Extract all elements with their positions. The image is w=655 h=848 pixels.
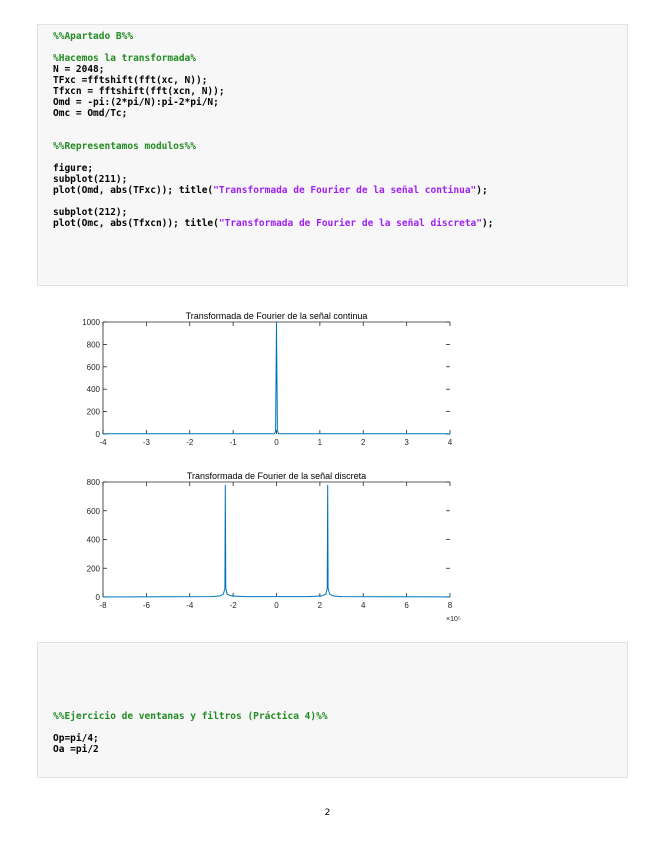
x-tick-label: 8: [447, 601, 453, 610]
y-tick-label: 200: [86, 407, 100, 417]
code-line: [53, 218, 627, 229]
code-text: Op=pi/4;: [53, 733, 99, 744]
chart-title: Transformada de Fourier de la señal discreta: [186, 471, 367, 481]
plot-area: [103, 482, 450, 597]
code-text: TFxc =fftshift(fft(xc, N));: [53, 75, 208, 86]
y-tick-label: 800: [86, 340, 100, 350]
code-line: [53, 97, 627, 108]
code-text: Tfxcn = fftshift(fft(xcn, N));: [53, 86, 225, 97]
code-text: subplot(211);: [53, 174, 128, 185]
code-text: figure;: [53, 163, 94, 174]
code-text: plot(Omd, abs(TFxc)); title(: [53, 185, 214, 196]
x-tick-label: 6: [404, 601, 409, 610]
chart-title: Transformada de Fourier de la señal continua: [185, 311, 368, 321]
code-blank-line: [53, 42, 627, 53]
code-line: [53, 163, 627, 174]
code-string: "Transformada de Fourier de la señal continua": [213, 185, 477, 196]
x-exponent-label: ×10⁵: [446, 616, 461, 623]
x-tick-label: -3: [142, 438, 150, 447]
code-line: [53, 108, 627, 119]
code-text: N = 2048;: [53, 64, 105, 75]
x-tick-label: 2: [361, 438, 366, 447]
code-string: "Transformada de Fourier de la señal discreta": [218, 218, 482, 229]
code-text: subplot(212);: [53, 207, 128, 218]
code-comment: %%Apartado B%%: [53, 31, 134, 42]
x-tick-label: 1: [317, 438, 323, 447]
code-line: [53, 75, 627, 86]
x-tick-label: 3: [404, 438, 409, 447]
x-tick-label: -8: [99, 601, 107, 610]
code-comment: %%Representamos modulos%%: [53, 141, 196, 152]
code-text: );: [476, 185, 488, 196]
code-blank-line: [53, 152, 627, 163]
code-text: Omc = Omd/Tc;: [53, 108, 128, 119]
code-line: [53, 174, 627, 185]
code-line: [53, 53, 627, 64]
code-comment: %%Ejercicio de ventanas y filtros (Práctica 4)%%: [53, 711, 328, 722]
code-blank-line: [53, 196, 627, 207]
code-text: );: [481, 218, 494, 229]
code-line: [53, 733, 627, 744]
code-line: [53, 744, 627, 755]
y-tick-label: 600: [86, 506, 100, 516]
x-tick-label: 0: [274, 438, 279, 447]
code-line: [53, 711, 627, 722]
y-tick-label: 1000: [82, 318, 100, 327]
code-line: [53, 185, 627, 196]
x-tick-label: -2: [186, 438, 194, 447]
y-tick-label: 800: [86, 478, 100, 487]
code-line: [53, 31, 627, 42]
code-line: [53, 64, 627, 75]
y-tick-label: 0: [95, 430, 100, 439]
code-text: Oa =pi/2: [53, 744, 99, 755]
code-block-ejercicio-ventanas: [37, 642, 628, 778]
code-line: [53, 141, 627, 152]
y-tick-label: 0: [95, 593, 100, 602]
code-comment: %Hacemos la transformada%: [53, 53, 196, 64]
x-tick-label: 2: [317, 601, 323, 610]
x-tick-label: -4: [99, 438, 107, 447]
code-block-apartado-b: [37, 24, 628, 286]
x-tick-label: -6: [142, 601, 150, 610]
y-tick-label: 400: [86, 535, 100, 545]
x-tick-label: -4: [186, 601, 194, 610]
matlab-figure: [60, 300, 470, 630]
x-tick-label: 4: [447, 438, 453, 447]
y-tick-label: 400: [86, 385, 100, 395]
code-blank-line: [53, 722, 627, 733]
x-tick-label: -1: [229, 438, 237, 447]
y-tick-label: 200: [86, 564, 100, 574]
page-number: 2: [324, 808, 331, 818]
x-tick-label: -2: [229, 601, 237, 610]
x-tick-label: 0: [274, 601, 279, 610]
code-line: [53, 86, 627, 97]
code-text: plot(Omc, abs(Tfxcn)); title(: [53, 218, 219, 229]
figure-plots: [60, 300, 470, 630]
x-tick-label: 4: [361, 601, 366, 610]
y-tick-label: 600: [86, 362, 100, 372]
code-blank-line: [53, 119, 627, 141]
code-text: Omd = -pi:(2*pi/N):pi-2*pi/N;: [53, 97, 219, 108]
code-line: [53, 207, 627, 218]
